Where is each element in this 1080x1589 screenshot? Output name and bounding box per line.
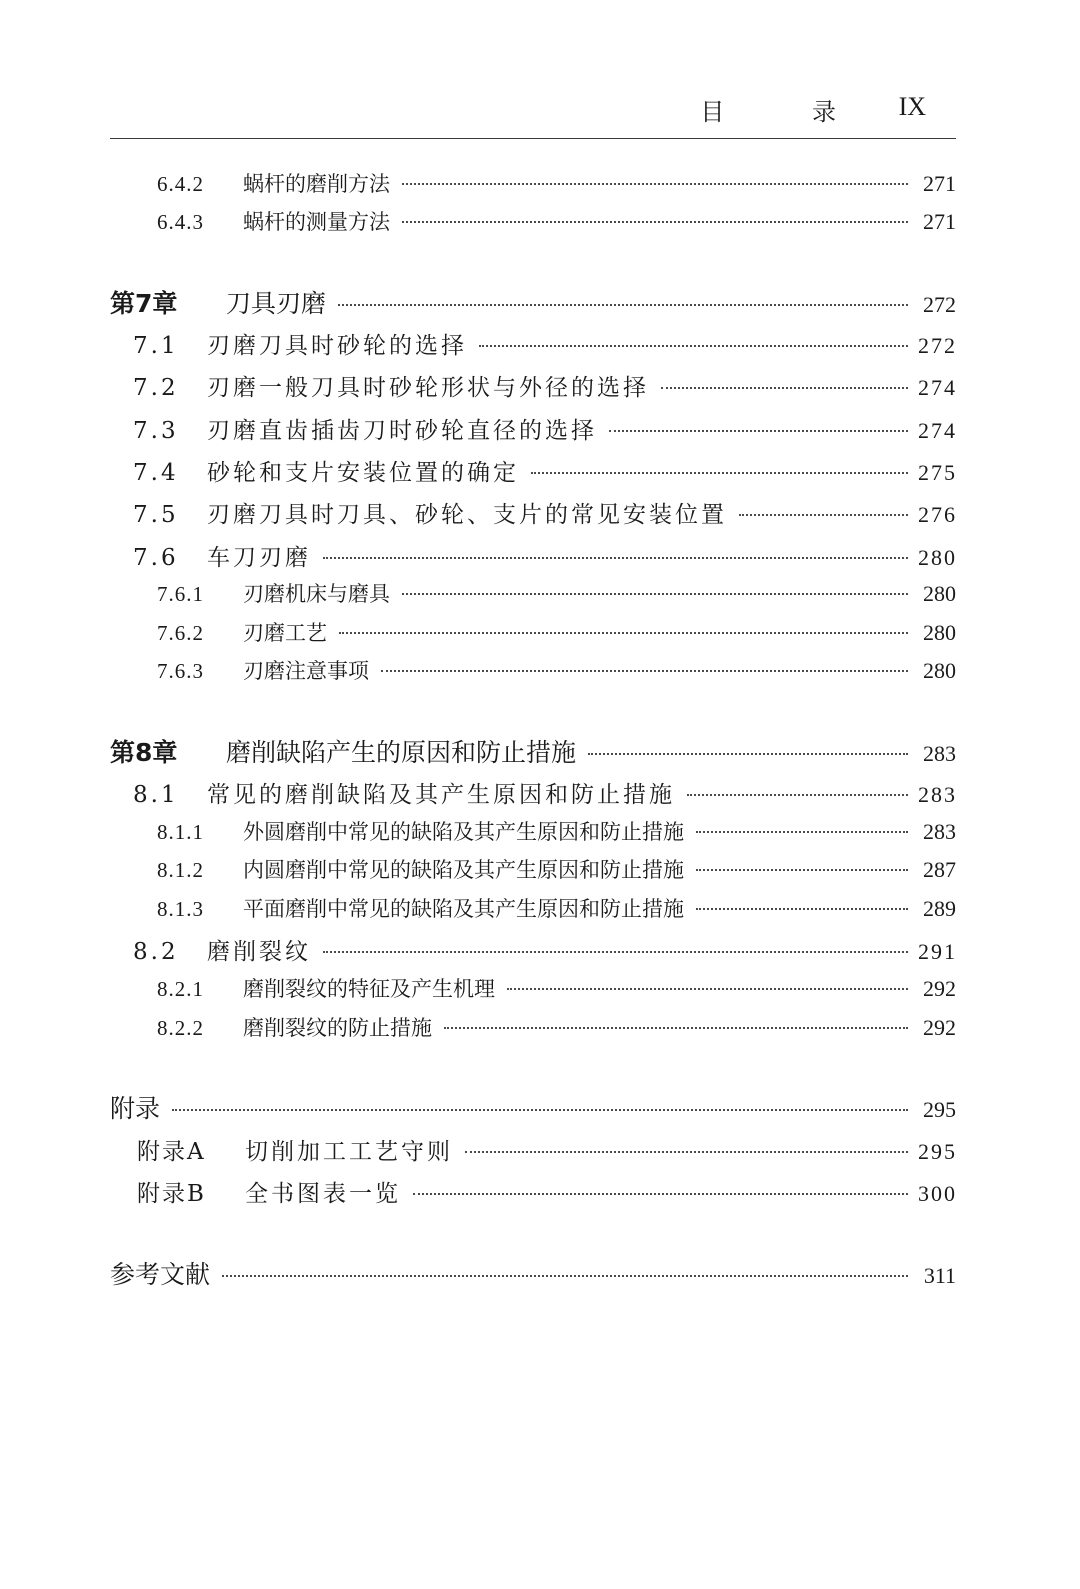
- dot-leader: [696, 869, 908, 871]
- page-header: [110, 92, 956, 139]
- entry-number: 8.2.2: [157, 1016, 204, 1040]
- dot-leader: [696, 908, 908, 910]
- toc-entry[interactable]: [0, 816, 956, 846]
- entry-page: 280: [918, 545, 957, 570]
- dot-leader: [402, 183, 908, 185]
- toc-entry[interactable]: [0, 168, 956, 198]
- entry-page: 292: [923, 1015, 956, 1040]
- section-title: 车刀刃磨: [207, 545, 311, 571]
- chapter-title: 磨削缺陷产生的原因和防止措施: [226, 738, 577, 767]
- toc-chapter[interactable]: [0, 733, 956, 769]
- dot-leader: [402, 593, 908, 595]
- entry-page: 280: [923, 581, 956, 606]
- entry-number: 8.2.1: [157, 977, 204, 1001]
- dot-leader: [172, 1109, 908, 1111]
- toc-appendix[interactable]: [0, 1089, 956, 1125]
- entry-title: 蜗杆的磨削方法: [243, 172, 390, 196]
- entry-page: 283: [923, 741, 956, 766]
- entry-page: 275: [918, 460, 957, 485]
- dot-leader: [323, 951, 908, 953]
- entry-page: 283: [923, 819, 956, 844]
- dot-leader: [479, 345, 908, 347]
- dot-leader: [661, 387, 908, 389]
- entry-title: 平面磨削中常见的缺陷及其产生原因和防止措施: [243, 897, 684, 921]
- appendix-number: 附录B: [137, 1181, 206, 1207]
- appendix-number: 附录A: [137, 1139, 206, 1165]
- toc-entry[interactable]: [0, 617, 956, 647]
- dot-leader: [531, 472, 908, 474]
- section-number: 7.3: [133, 418, 179, 444]
- entry-page: 274: [918, 418, 957, 443]
- toc-section[interactable]: [0, 412, 956, 445]
- entry-title: 蜗杆的测量方法: [243, 210, 390, 234]
- entry-title: 磨削裂纹的特征及产生机理: [243, 977, 495, 1001]
- dot-leader: [339, 632, 908, 634]
- appendix-title: 全书图表一览: [245, 1181, 401, 1207]
- entry-title: 刃磨注意事项: [243, 659, 369, 683]
- entry-page: 289: [923, 896, 956, 921]
- entry-page: 280: [923, 620, 956, 645]
- section-title: 刃磨直齿插齿刀时砂轮直径的选择: [207, 418, 597, 444]
- entry-page: 311: [923, 1263, 956, 1288]
- dot-leader: [338, 304, 908, 306]
- dot-leader: [381, 670, 908, 672]
- section-title: 刃磨刀具时砂轮的选择: [207, 333, 467, 359]
- toc-section[interactable]: [0, 496, 956, 529]
- section-title: 磨削裂纹: [207, 939, 311, 965]
- entry-title: 刃磨工艺: [243, 621, 327, 645]
- dot-leader: [323, 557, 908, 559]
- entry-number: 6.4.3: [157, 210, 204, 234]
- dot-leader: [696, 831, 908, 833]
- entry-number: 7.6.1: [157, 582, 204, 606]
- entry-title: 刃磨机床与磨具: [243, 582, 390, 606]
- section-number: 7.6: [133, 545, 179, 571]
- toc-entry[interactable]: [0, 1012, 956, 1042]
- dot-leader: [739, 514, 908, 516]
- section-title: 砂轮和支片安装位置的确定: [207, 460, 519, 486]
- entry-title: 内圆磨削中常见的缺陷及其产生原因和防止措施: [243, 858, 684, 882]
- entry-page: 291: [918, 939, 957, 964]
- section-title: 常见的磨削缺陷及其产生原因和防止措施: [207, 782, 675, 808]
- toc-section[interactable]: [0, 369, 956, 402]
- entry-page: 271: [923, 171, 956, 196]
- toc-section[interactable]: [0, 454, 956, 487]
- toc-section[interactable]: [0, 327, 956, 360]
- section-title: 刃磨刀具时刀具、砂轮、支片的常见安装位置: [207, 502, 727, 528]
- appendix-title: 切削加工工艺守则: [245, 1139, 453, 1165]
- dot-leader: [413, 1193, 908, 1195]
- entry-page: 271: [923, 209, 956, 234]
- toc-section[interactable]: [0, 933, 956, 966]
- toc-entry[interactable]: [0, 655, 956, 685]
- section-number: 7.1: [133, 333, 179, 359]
- dot-leader: [609, 430, 908, 432]
- entry-page: 300: [918, 1181, 957, 1206]
- dot-leader: [222, 1275, 908, 1277]
- entry-page: 295: [923, 1097, 956, 1122]
- entry-page: 272: [923, 292, 956, 317]
- dot-leader: [465, 1151, 908, 1153]
- chapter-title: 参考文献: [110, 1260, 211, 1289]
- toc-entry[interactable]: [0, 854, 956, 884]
- entry-page: 287: [923, 857, 956, 882]
- entry-number: 8.1.1: [157, 820, 204, 844]
- dot-leader: [507, 988, 908, 990]
- dot-leader: [588, 753, 908, 755]
- toc-section[interactable]: [0, 776, 956, 809]
- entry-page: 292: [923, 976, 956, 1001]
- toc-entry[interactable]: [0, 206, 956, 236]
- toc-entry[interactable]: [0, 893, 956, 923]
- entry-title: 外圆磨削中常见的缺陷及其产生原因和防止措施: [243, 820, 684, 844]
- chapter-number: 第8章: [110, 738, 178, 767]
- entry-page: 280: [923, 658, 956, 683]
- dot-leader: [687, 794, 908, 796]
- entry-page: 272: [918, 333, 957, 358]
- entry-number: 6.4.2: [157, 172, 204, 196]
- entry-page: 295: [918, 1139, 957, 1164]
- section-number: 7.5: [133, 502, 179, 528]
- toc-appendix-item[interactable]: [0, 1133, 956, 1166]
- section-number: 8.2: [133, 939, 179, 965]
- chapter-number: 第7章: [110, 289, 178, 318]
- entry-page: 274: [918, 375, 957, 400]
- section-number: 7.4: [133, 460, 179, 486]
- dot-leader: [444, 1027, 908, 1029]
- toc-chapter[interactable]: [0, 284, 956, 320]
- toc-references[interactable]: [0, 1255, 956, 1291]
- toc-section[interactable]: [0, 539, 956, 572]
- section-number: 7.2: [133, 375, 179, 401]
- entry-page: 283: [918, 782, 957, 807]
- entry-number: 7.6.3: [157, 659, 204, 683]
- header-title: 目 录: [700, 98, 876, 126]
- entry-page: 276: [918, 502, 957, 527]
- toc-entry[interactable]: [0, 578, 956, 608]
- toc-entry[interactable]: [0, 973, 956, 1003]
- entry-number: 8.1.2: [157, 858, 204, 882]
- entry-number: 7.6.2: [157, 621, 204, 645]
- dot-leader: [402, 221, 908, 223]
- entry-title: 磨削裂纹的防止措施: [243, 1016, 432, 1040]
- chapter-title: 刀具刃磨: [226, 289, 327, 318]
- header-page-number: IX: [898, 92, 926, 121]
- chapter-title: 附录: [110, 1094, 161, 1123]
- section-title: 刃磨一般刀具时砂轮形状与外径的选择: [207, 375, 649, 401]
- section-number: 8.1: [133, 782, 179, 808]
- toc-appendix-item[interactable]: [0, 1175, 956, 1208]
- entry-number: 8.1.3: [157, 897, 204, 921]
